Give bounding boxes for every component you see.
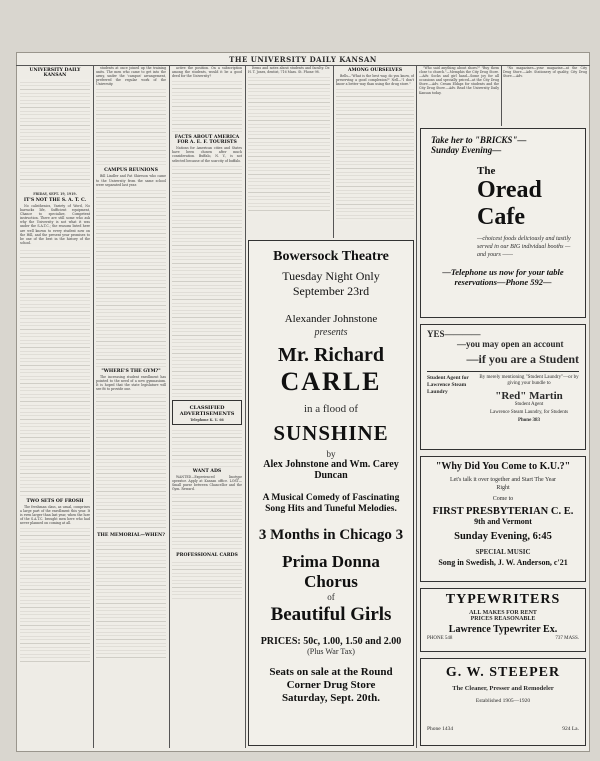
church-song: Song in Swedish, J. W. Anderson, c'21 bbox=[438, 558, 568, 567]
student-pay: —you may open an account bbox=[457, 339, 564, 349]
memorial-title: THE MEMORIAL—WHEN? bbox=[97, 533, 165, 539]
editorial-title: IT'S NOT THE S. A. T. C. bbox=[23, 198, 87, 203]
student-agent-where: Lawrence Steam Laundry, for Students bbox=[489, 410, 569, 415]
steeper-addr: 924 La. bbox=[562, 726, 579, 732]
oread-the: The bbox=[477, 165, 496, 177]
campus-reunions-body: Bill Lindler and Pat Shireson who came to the University from the same school were separated last year. bbox=[96, 174, 166, 187]
two-sets-text bbox=[20, 525, 90, 665]
steeper-name: G. W. STEEPER bbox=[445, 665, 561, 680]
theatre-star-prefix: Mr. Richard bbox=[278, 344, 384, 366]
theatre-producer: Alexander Johnstone bbox=[284, 313, 378, 325]
steeper-trade: The Cleaner, Presser and Remodeler bbox=[452, 685, 554, 692]
theatre-prima: Prima Donna bbox=[282, 552, 380, 571]
right-notes-2 bbox=[503, 66, 587, 128]
theatre-sale: Seats on sale at the Round Corner Drug Store Saturday, Sept. 20th. bbox=[269, 666, 393, 704]
church-come: Come to bbox=[492, 496, 514, 502]
theatre-tax: (Plus War Tax) bbox=[307, 647, 355, 656]
facts-text bbox=[172, 163, 242, 398]
col3-text bbox=[172, 78, 242, 133]
among-ourselves-text bbox=[336, 86, 414, 221]
column-among-ourselves bbox=[336, 66, 414, 238]
col2-body: students at once joined up the training units. The men who came to get into the army, under the 'campus' arrangement, preferred the regular work of the University. bbox=[96, 66, 166, 87]
editorial-body: No calisthenics, Variety of Word, No barracks life, Sufficient equipment, Chance to specialize, Competent instruction. There are still some who ask why the University is not what it was under the S.A.T.C.; the reasons listed here are well known to every student now on the Hill, and the present year promises to be one of the best in the history of the school. bbox=[20, 204, 90, 245]
col2-text bbox=[96, 86, 166, 166]
column-rule bbox=[416, 66, 417, 748]
typewriters-prices: PRICES REASONABLE bbox=[470, 616, 536, 622]
want-ads-text bbox=[172, 491, 242, 551]
col4-text bbox=[248, 74, 330, 214]
student-agent-left: Student Agent for Lawrence Steam Laundry bbox=[427, 375, 469, 395]
among-ourselves-body: Bells—"What is the best way, do you know, of preserving a good complexion?" Nell—"I don't know a better way than using the drug store." bbox=[336, 74, 414, 87]
theatre-date: September 23rd bbox=[292, 284, 370, 298]
steeper-ad bbox=[420, 658, 586, 746]
oread-sunday: Sunday Evening— bbox=[431, 145, 502, 155]
student-if: —if you are a Student bbox=[466, 352, 579, 366]
pro-cards-title: PROFESSIONAL CARDS bbox=[176, 553, 238, 559]
facts-body: Nations for American cities and States have been chosen after much consideration. Buffalo, N. Y., is not selected because of the scarcity of buffalo. bbox=[172, 146, 242, 163]
want-ads-title: WANT ADS bbox=[192, 468, 222, 474]
steeper-est: Established 1905—1920 bbox=[475, 698, 531, 704]
typewriters-addr: 737 MASS. bbox=[555, 636, 579, 641]
column-rule bbox=[501, 66, 502, 126]
classified-box bbox=[172, 400, 242, 425]
oread-cafe-ad bbox=[420, 128, 586, 318]
student-laundry-ad bbox=[420, 324, 586, 450]
column-rule bbox=[169, 66, 170, 748]
where-gym-text bbox=[96, 391, 166, 531]
typewriters-name: Lawrence Typewriter Ex. bbox=[448, 624, 558, 635]
oread-take: Take her to "BRICKS"— bbox=[431, 135, 527, 145]
col3-body: active the position. On a subscription among the students, would it be a good deed for the University? bbox=[172, 66, 242, 79]
column-rule bbox=[245, 66, 246, 748]
theatre-presents: presents bbox=[314, 327, 348, 338]
two-sets-title: TWO SETS OF FROSH bbox=[26, 498, 84, 504]
theatre-chorus: Chorus bbox=[304, 572, 358, 591]
typewriters-phone: PHONE 548 bbox=[427, 636, 453, 641]
where-gym-body: The increasing student enrollment has pointed to the need of a new gymnasium. It is hoped that the state legislature will see fit to provide one. bbox=[96, 374, 166, 392]
theatre-prices: PRICES: 50c, 1.00, 1.50 and 2.00 bbox=[260, 636, 402, 647]
facts-title: FACTS ABOUT AMERICA FOR A. E. F. TOURISTS bbox=[174, 135, 240, 146]
oread-cafe: Cafe bbox=[477, 204, 525, 230]
theatre-authors: Alex Johnstone and Wm. Carey Duncan bbox=[263, 459, 399, 481]
pro-cards-text bbox=[172, 559, 242, 599]
col4-body: Items and notes about students and faculty. Dr. H. T. Jones, dentist, 716 Mass. St. Phone 98. bbox=[248, 66, 330, 75]
editorial-date: FRIDAY, SEPT. 19, 1919. bbox=[33, 192, 77, 196]
staff-box bbox=[20, 79, 90, 189]
theatre-when: Tuesday Night Only bbox=[282, 269, 380, 283]
student-ask: By merely mentioning "Student Laundry"—or by giving your bundle to bbox=[479, 375, 579, 386]
campus-reunions-text bbox=[96, 187, 166, 367]
right-notes-text: "Who said anything about shoes?" "Buy them close to church."—Memphis the City Drug Store.—Adv. Socks and girl hand—Some joy for all occasions and specially priced—at the City Drug Store.—Adv. Cream Eldaps for students and the City Drug Store.—Adv. Read the University Daily Kansan today. bbox=[419, 66, 499, 95]
student-phone: Phone 383 bbox=[517, 418, 541, 423]
presbyterian-ad bbox=[420, 456, 586, 582]
classified-phone: Telephone K. U. 66 bbox=[190, 417, 224, 422]
theatre-name: Bowersock Theatre bbox=[273, 249, 389, 264]
typewriters-title: TYPEWRITERS bbox=[445, 592, 561, 607]
steeper-phone: Phone 1434 bbox=[427, 726, 454, 732]
church-special: SPECIAL MUSIC bbox=[475, 548, 531, 556]
student-agent-role: Student Agent bbox=[514, 402, 544, 407]
column-rule bbox=[93, 66, 94, 748]
theatre-girls: Beautiful Girls bbox=[270, 604, 392, 625]
oread-name: Oread bbox=[477, 177, 542, 203]
memorial-text bbox=[96, 539, 166, 659]
theatre-star-name: CARLE bbox=[280, 367, 382, 396]
typewriters-ad bbox=[420, 588, 586, 652]
column-news bbox=[96, 66, 166, 748]
editorial-text bbox=[20, 247, 90, 497]
column-features bbox=[172, 66, 242, 748]
classified-text bbox=[172, 427, 242, 467]
theatre-show: SUNSHINE bbox=[273, 421, 389, 445]
want-ads-body: WANTED—Experienced linotype operator. Apply at Kansan office. LOST—Small purse between Chancellor and the Gym. Reward. bbox=[172, 474, 242, 491]
church-lets: Let's talk it over together and Start The Year Right bbox=[449, 477, 557, 491]
where-gym-title: "WHERE'S THE GYM?" bbox=[101, 368, 161, 374]
right-notes bbox=[419, 66, 499, 128]
theatre-of: of bbox=[327, 592, 335, 602]
theatre-by: by bbox=[326, 449, 336, 459]
masthead: THE UNIVERSITY DAILY KANSAN bbox=[229, 55, 377, 64]
column-notes bbox=[248, 66, 330, 238]
right-notes-2-text: "No magazines—your magazine—at the City Drug Store.—Adv. Stationery of quality, City Drug Store.—Adv. bbox=[503, 66, 587, 79]
column-editorial bbox=[20, 66, 90, 748]
campus-reunions-title: CAMPUS REUNIONS bbox=[104, 168, 158, 174]
oread-tel: —Telephone us now for your table reservations—Phone 592— bbox=[442, 267, 564, 287]
editorial-head: UNIVERSITY DAILY KANSAN bbox=[29, 68, 81, 78]
church-name: FIRST PRESBYTERIAN C. E. bbox=[432, 506, 574, 517]
bowersock-theatre-ad bbox=[248, 240, 414, 746]
theatre-in-a: in a flood of bbox=[303, 403, 359, 415]
oread-desc: —choicest foods deliciously and tastily served in our BIG individual booths — and yours —— bbox=[477, 236, 571, 258]
church-why: "Why Did You Come to K.U.?" bbox=[435, 461, 571, 472]
church-sunday: Sunday Evening, 6:45 bbox=[454, 531, 552, 542]
student-yes: YES———— bbox=[427, 329, 481, 339]
two-sets-body: The freshman class, as usual, comprises a large part of the enrollment this year. It is even larger than last year, when the lure of the S.A.T.C. brought men here who had never planned on coming at all. bbox=[20, 504, 90, 526]
student-agent-name: "Red" Martin bbox=[495, 390, 563, 402]
column-rule bbox=[333, 66, 334, 238]
church-addr: 9th and Vermont bbox=[474, 517, 532, 526]
theatre-run: 3 Months in Chicago 3 bbox=[258, 527, 404, 543]
classified-title: CLASSIFIED ADVERTISEMENTS bbox=[179, 404, 235, 417]
typewriters-all: ALL MAKES FOR RENT bbox=[469, 610, 537, 616]
among-ourselves-title: AMONG OURSELVES bbox=[347, 68, 403, 73]
theatre-tagline: A Musical Comedy of Fascinating Song Hits and Tuneful Melodies. bbox=[262, 493, 400, 514]
